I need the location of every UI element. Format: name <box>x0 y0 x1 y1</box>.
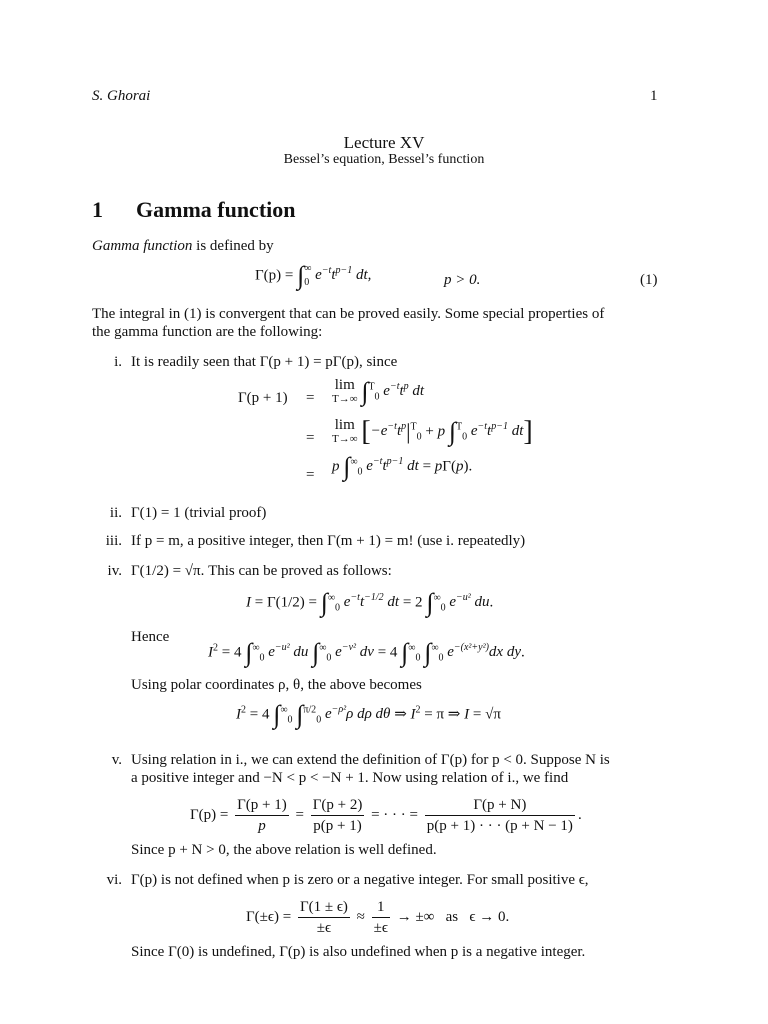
eq-v-f3-num: Γ(p + N) <box>425 795 575 816</box>
eq-vi-approx: ≈ <box>356 909 365 925</box>
eq-iv1: $I = \Gamma(1/2) = \int^\infty_0$ $e^{-t}t^{-1/2}$ dt = 2 $\int^\infty_0$ $e^{-u^2}$ du. <box>246 588 494 617</box>
eq-v-f1-den: p <box>258 818 266 834</box>
section-heading <box>92 197 296 223</box>
eq1-lhs: Γ(p) = <box>255 267 298 284</box>
item-i-label: i. <box>114 354 122 370</box>
eq-i-eq3: = <box>306 467 315 483</box>
intro-line <box>92 238 274 255</box>
para1-line1: The integral in (1) is convergent that can be proved easily. Some special properties of <box>92 306 605 322</box>
item-vi-line1: Γ(p) is not defined when p is zero or a negative integer. For small positive ϵ, <box>131 872 589 888</box>
intro-rest: is defined by <box>192 238 274 254</box>
lim-sub: T→∞ <box>332 393 358 405</box>
item-iv-label: iv. <box>107 563 122 579</box>
author-header: S. Ghorai <box>92 88 151 104</box>
eq-iv2: $I^2 = 4$ $\int^\infty_0$ $e^{-u^2}$ du $\int^\infty_0$ $e^{-v^2}$ dv = 4 $\int^\infty_0$ $\int^\infty_0$ $e^{-(x^2+y^2)}dx$ dy. <box>208 638 525 667</box>
item-v-line1: Using relation in i., we can extend the definition of Γ(p) for p < 0. Suppose N is <box>131 752 610 768</box>
lim-text-2: lim <box>334 417 355 433</box>
section-title: Gamma function <box>136 197 296 222</box>
eq-v-mid: = · · · = <box>371 807 418 823</box>
integral-sign-icon: ∫ <box>297 261 305 290</box>
lim-text: lim <box>334 377 355 393</box>
eq-v-f1-num: Γ(p + 1) <box>235 795 289 816</box>
lim-sub-2: T→∞ <box>332 433 358 445</box>
eq-i-eq2: = <box>306 430 315 446</box>
eq-i-line2-rhs: lim T→∞ [$-e^{-t}t^p|^T_0 + p$ ∫$^T_0$ $e^{-t}t^{p-1}$ dt] <box>332 416 533 447</box>
item-vi-after: Since Γ(0) is undefined, Γ(p) is also undefined when p is a negative integer. <box>131 944 586 960</box>
eq-vi <box>246 897 509 938</box>
eq-iv3: $I^2 = 4$ $\int^\infty_0$ ∫$^{\pi/2}_0$ $e^{-\rho^2}\rho$ dρ dθ ⇒ $I^2 = \pi$ ⇒ I = √π <box>236 700 501 729</box>
eq-vi-lhs: Γ(±ϵ) = <box>246 909 292 925</box>
page-number: 1 <box>650 88 658 104</box>
eq1-rhs: $e^{-t}t^{p-1}$ dt, <box>315 265 372 284</box>
item-iv-hence: Hence <box>131 629 170 645</box>
intro-term: Gamma function <box>92 238 193 254</box>
eq-vi-f1-num: Γ(1 ± ϵ) <box>298 897 350 918</box>
lecture-title: Lecture XV <box>343 133 425 152</box>
lecture-subtitle: Bessel’s equation, Bessel’s function <box>283 152 485 167</box>
eq-i-line3-rhs: p $\int^\infty_0$ $e^{-t}t^{p-1}$ dt = pΓ(p). <box>332 452 473 481</box>
eq-v-f2-den: p(p + 1) <box>313 818 362 834</box>
para1-line2: the gamma function are the following: <box>92 324 323 340</box>
item-i-text: It is readily seen that Γ(p + 1) = pΓ(p), since <box>131 354 398 370</box>
eq-v: Γ(p) = $\frac{\Gamma(p + 1)}{p}$ = $\frac{\Gamma(p + 2)}{p(p + 1)}$ = · · · = $\frac{\Gamma(p + N)}{p(p + 1) \cdot \cdot \cdot (p + N - 1)}$ . <box>190 797 582 834</box>
item-ii-text: Γ(1) = 1 (trivial proof) <box>131 505 267 521</box>
eq-vi-tail: → ±∞ as ϵ → 0. <box>396 909 510 925</box>
item-vi-label: vi. <box>106 872 122 888</box>
eq-vi-f2-num: 1 <box>372 897 390 918</box>
eq-i-integrand-1: $e^{-t}t^p$ dt <box>383 381 425 400</box>
eq-i-eq1: = <box>306 390 315 406</box>
eq1-condition: p > 0. <box>444 272 481 288</box>
eq-v-f3-den: p(p + 1) · · · (p + N − 1) <box>426 818 573 834</box>
equation-1: Γ(p) = ∫ ∞ 0 $e^{-t}t^{p-1}$ dt, <box>255 261 372 290</box>
item-v-label: v. <box>111 752 122 768</box>
item-ii-label: ii. <box>109 505 122 521</box>
item-iv-polar: Using polar coordinates ρ, θ, the above becomes <box>131 677 422 693</box>
eq-v-f2-num: Γ(p + 2) <box>311 795 365 816</box>
eq-i-line1-rhs: lim T→∞ ∫$^T_0$ $e^{-t}t^p$ dt <box>332 377 425 406</box>
eq-v-lhs: Γ(p) = <box>190 807 229 823</box>
eq-vi-f1-den: ±ϵ <box>316 920 332 936</box>
item-v-after: Since p + N > 0, the above relation is well defined. <box>131 842 437 858</box>
item-iii-label: iii. <box>105 533 122 549</box>
eq1-tag: (1) <box>640 272 658 288</box>
eq-i-line1-lhs: Γ(p + 1) <box>238 390 288 406</box>
section-number: 1 <box>92 197 103 222</box>
item-iv-text: Γ(1/2) = √π. This can be proved as follows: <box>131 563 392 579</box>
eq-vi-f2-den: ±ϵ <box>373 920 388 936</box>
item-iii-text: If p = m, a positive integer, then Γ(m + 1) = m! (use i. repeatedly) <box>131 533 526 549</box>
item-v-line2: a positive integer and −N < p < −N + 1. Now using relation of i., we find <box>131 770 569 786</box>
